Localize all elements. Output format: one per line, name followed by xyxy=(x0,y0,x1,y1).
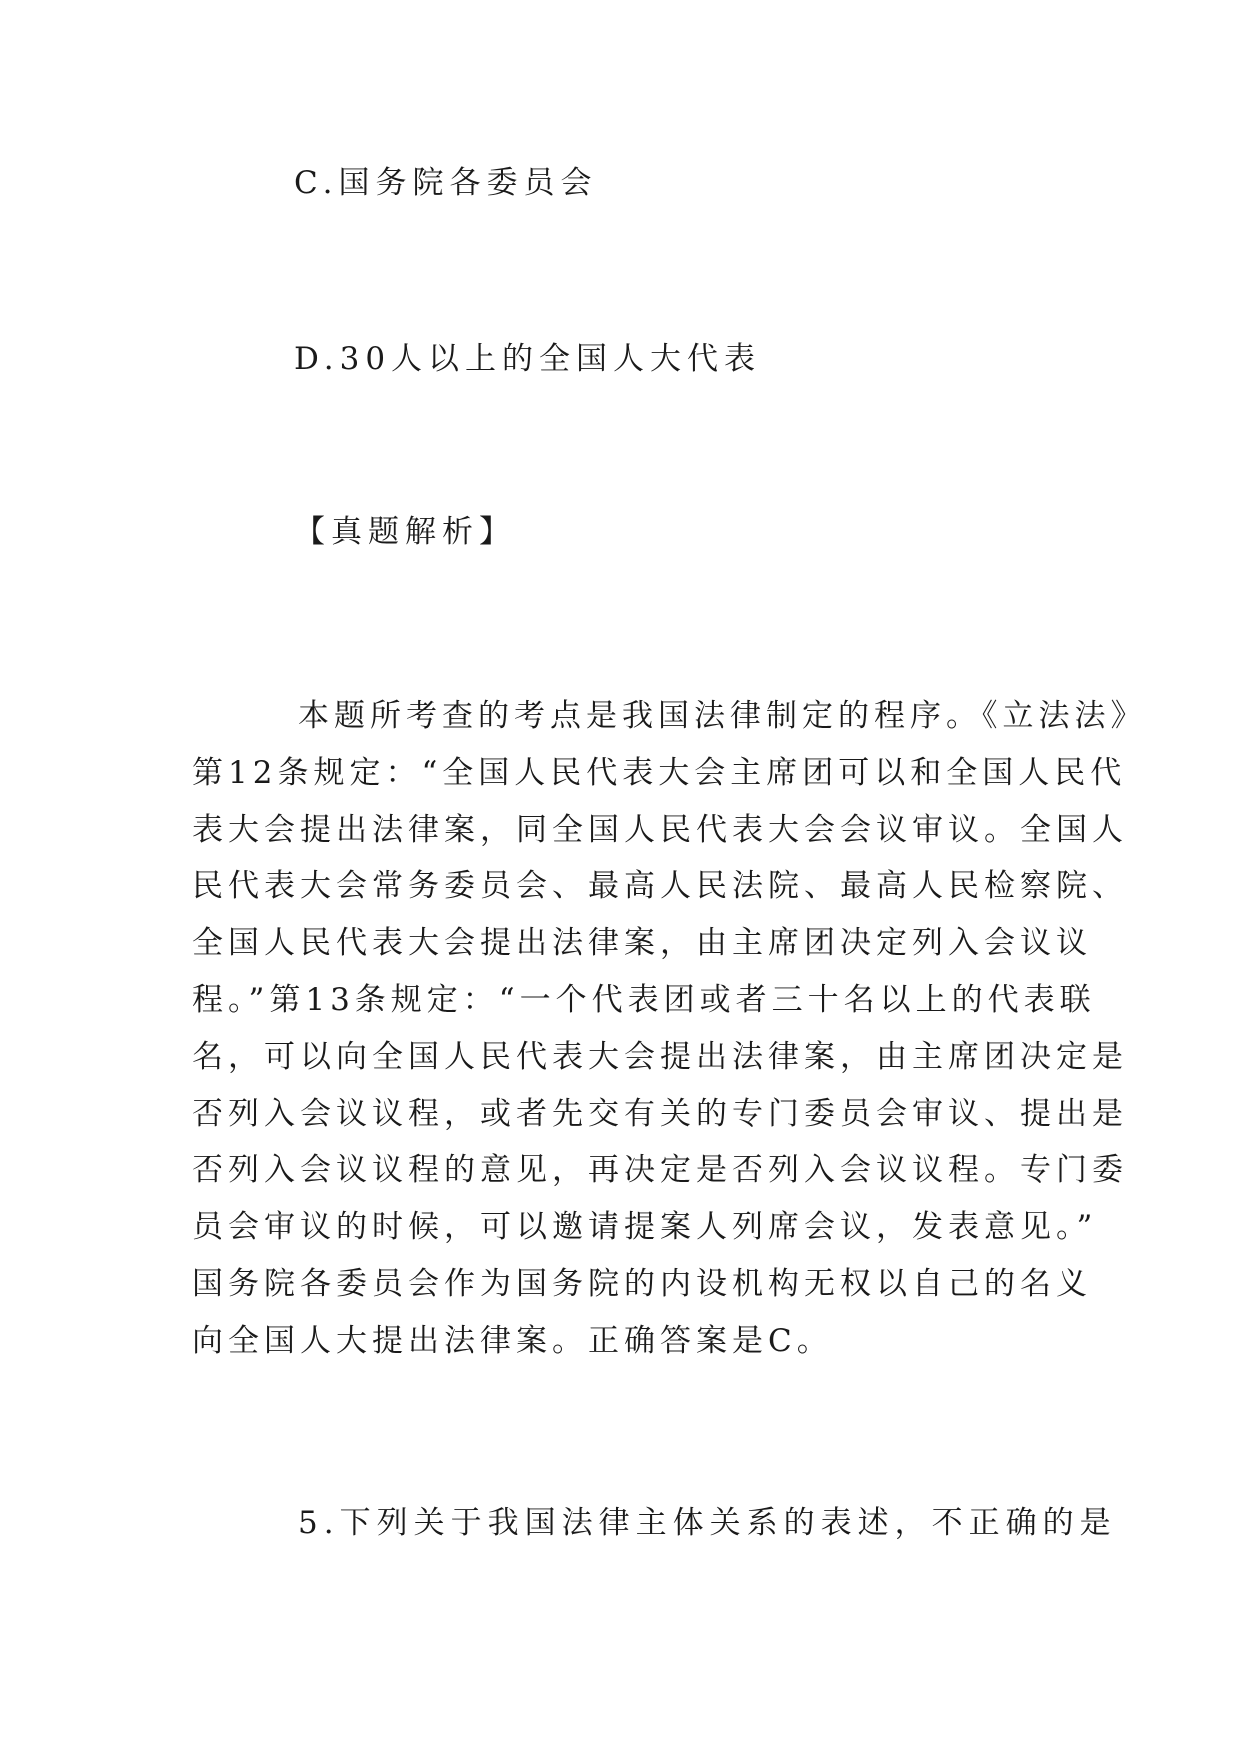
analysis-line: 名，可以向全国人民代表大会提出法律案，由主席团决定是 xyxy=(192,1038,1128,1075)
analysis-line: 否列入会议议程，或者先交有关的专门委员会审议、提出是 xyxy=(192,1095,1128,1132)
analysis-line: 本题所考查的考点是我国法律制定的程序。《立法法》 xyxy=(298,698,1147,734)
section-heading: 【真题解析】 xyxy=(294,514,516,550)
analysis-line: 向全国人大提出法律案。正确答案是C。 xyxy=(192,1322,833,1359)
analysis-line: 第12条规定：“全国人民代表大会主席团可以和全国人民代 xyxy=(192,754,1127,791)
analysis-line: 否列入会议议程的意见，再决定是否列入会议议程。专门委 xyxy=(192,1152,1128,1189)
analysis-paragraph xyxy=(192,688,1147,1370)
analysis-line: 全国人民代表大会提出法律案，由主席团决定列入会议议 xyxy=(192,925,1092,962)
analysis-line: 程。”第13条规定：“一个代表团或者三十名以上的代表联 xyxy=(192,981,1096,1018)
analysis-line: 国务院各委员会作为国务院的内设机构无权以自己的名义 xyxy=(192,1265,1092,1302)
analysis-line: 民代表大会常务委员会、最高人民法院、最高人民检察院、 xyxy=(192,868,1128,905)
analysis-line: 表大会提出法律案，同全国人民代表大会会议审议。全国人 xyxy=(192,811,1128,848)
next-question: 5.下列关于我国法律主体关系的表述，不正确的是 xyxy=(298,1505,1117,1541)
option-d: D.30人以上的全国人大代表 xyxy=(294,341,762,377)
option-c: C.国务院各委员会 xyxy=(294,165,598,201)
analysis-line: 员会审议的时候，可以邀请提案人列席会议，发表意见。” xyxy=(192,1209,1098,1246)
